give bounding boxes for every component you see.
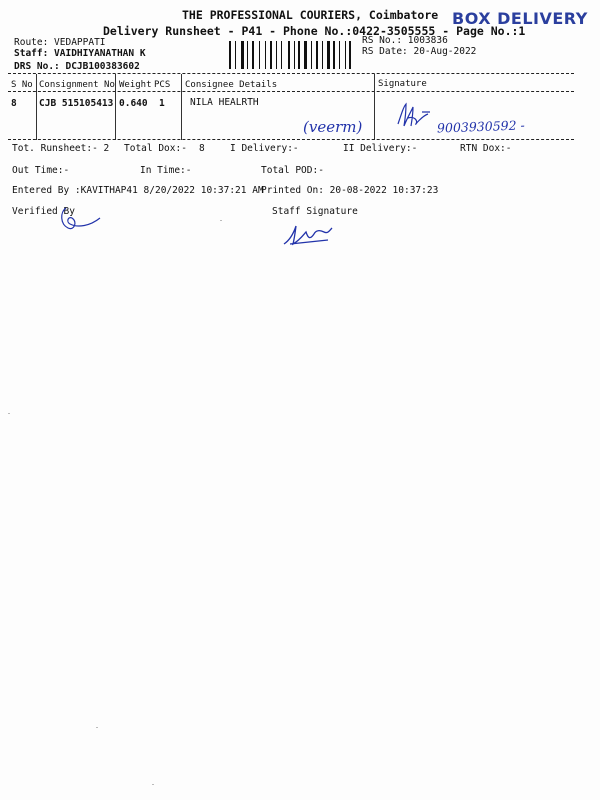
staff-signature [280, 222, 336, 252]
table-top-rule [8, 73, 574, 74]
staff-signature-label: Staff Signature [272, 206, 358, 217]
col-header-weight: Weight [119, 80, 152, 90]
barcode-bar [259, 41, 260, 69]
barcode-bar [288, 41, 290, 69]
handwritten-receiver-name: (veerm) [303, 118, 363, 136]
barcode-bar [345, 41, 346, 69]
barcode-bar [341, 41, 343, 69]
table-header-rule [8, 91, 574, 92]
barcode-bar [247, 41, 248, 69]
row-pcs: 1 [159, 98, 165, 109]
i-delivery: I Delivery:- [230, 143, 299, 154]
barcode-bar [327, 41, 330, 69]
col-divider [374, 74, 375, 140]
col-divider [36, 74, 37, 140]
in-time: In Time:- [140, 165, 192, 176]
col-header-consignment: Consignment No [39, 80, 115, 90]
rs-number: RS No.: 1003836 [362, 35, 448, 46]
runsheet-title: Delivery Runsheet - P41 - Phone No.:0422-3505555 - Page No.:1 [103, 24, 526, 38]
barcode-bar [237, 41, 239, 69]
verified-by-label: Verified By [12, 206, 75, 217]
barcode-bar [324, 41, 325, 69]
staff-label: Staff: VAIDHIYANATHAN K [14, 48, 146, 59]
rtn-dox: RTN Dox:- [460, 143, 512, 154]
barcode-bar [276, 41, 277, 69]
barcode-bar [347, 41, 348, 69]
total-dox-value: 8 [199, 143, 205, 154]
col-header-consignee: Consignee Details [185, 80, 278, 90]
barcode-bar [294, 41, 295, 69]
barcode-bar [278, 41, 280, 69]
barcode-bar [255, 41, 257, 69]
barcode-bar [261, 41, 264, 69]
barcode-bar [291, 41, 292, 69]
row-consignment-no: CJB 515105413 [39, 98, 114, 109]
row-weight: 0.640 [119, 98, 148, 109]
barcode-bar [296, 41, 297, 69]
col-header-signature: Signature [378, 79, 427, 89]
barcode-bar [349, 41, 351, 69]
ii-delivery: II Delivery:- [343, 143, 418, 154]
barcode-bar [235, 41, 236, 69]
rs-date: RS Date: 20-Aug-2022 [362, 46, 477, 57]
out-time: Out Time:- [12, 165, 70, 176]
barcode-bar [229, 41, 231, 69]
barcode-bar [273, 41, 274, 69]
barcode-bar [333, 41, 335, 69]
receiver-signature [396, 102, 436, 136]
printed-on: Printed On: 20-08-2022 10:37:23 [261, 185, 439, 196]
barcode-bar [284, 41, 287, 69]
route-label: Route: VEDAPPATI [14, 37, 106, 48]
barcode-bar [331, 41, 332, 69]
total-dox-label: Total Dox:- [124, 143, 187, 154]
barcode-bar [245, 41, 246, 69]
barcode-bar [270, 41, 272, 69]
box-delivery-stamp: BOX DELIVERY [452, 9, 588, 28]
barcode-bar [265, 41, 266, 69]
barcode-bar [268, 41, 269, 69]
barcode-bar [311, 41, 312, 69]
barcode-bar [320, 41, 321, 69]
speck [220, 220, 222, 221]
entered-by: Entered By :KAVITHAP41 8/20/2022 10:37:21 AM [12, 185, 264, 196]
table-bottom-rule [8, 139, 574, 140]
barcode-bar [339, 41, 340, 69]
col-divider [181, 74, 182, 140]
col-divider [115, 74, 116, 140]
speck [8, 413, 10, 414]
barcode-bar [281, 41, 282, 69]
barcode-bar [316, 41, 318, 69]
barcode-bar [337, 41, 338, 69]
barcode-bar [241, 41, 244, 69]
barcode-bar [298, 41, 300, 69]
barcode-bar [233, 41, 234, 69]
barcode-bar [313, 41, 315, 69]
barcode-bar [302, 41, 303, 69]
col-header-sno: S No [11, 80, 33, 90]
company-title: THE PROFESSIONAL COURIERS, Coimbatore [182, 8, 439, 22]
speck [96, 727, 98, 728]
total-pod: Total POD:- [261, 165, 324, 176]
barcode-bar [308, 41, 309, 69]
row-sno: 8 [11, 98, 17, 109]
barcode-bar [252, 41, 254, 69]
col-header-pcs: PCS [154, 80, 171, 90]
speck [152, 784, 154, 785]
barcode-bar [250, 41, 251, 69]
drs-number: DRS No.: DCJB100383602 [14, 61, 140, 72]
barcode [229, 41, 355, 69]
verifier-signature [58, 204, 104, 238]
tot-runsheet: Tot. Runsheet:- 2 [12, 143, 110, 154]
barcode-bar [304, 41, 307, 69]
row-consignee: NILA HEALRTH [190, 97, 259, 108]
handwritten-phone: 9003930592 - [436, 117, 525, 136]
barcode-bar [322, 41, 323, 69]
